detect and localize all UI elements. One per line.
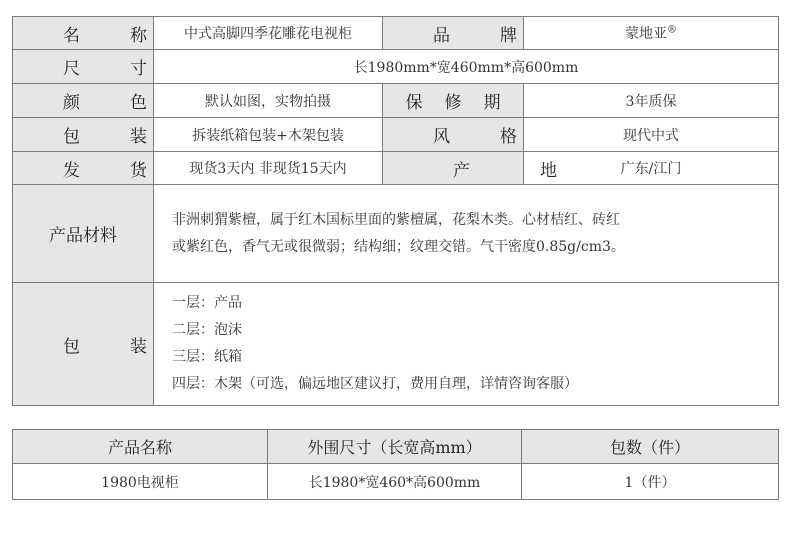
color-value: 默认如图，实物拍摄	[154, 84, 383, 118]
package-label-cell	[13, 118, 197, 152]
material-text	[154, 185, 779, 283]
spec-row-size	[13, 50, 779, 84]
package-value: 拆装纸箱包装+木架包装	[154, 118, 383, 152]
spec-table	[12, 16, 779, 406]
size-label-cell	[13, 50, 197, 84]
brand-label: 品牌	[433, 25, 567, 46]
warranty-label: 保修期	[405, 93, 523, 113]
registered-mark: ®	[667, 24, 677, 36]
material-label-cell	[13, 185, 154, 283]
spec-row-packing	[13, 283, 779, 406]
spec-row-material	[13, 185, 779, 283]
brand-value: 蒙地亚	[625, 26, 667, 42]
spec-row-name	[13, 17, 779, 50]
color-label-cell	[13, 84, 197, 118]
name-value: 中式高脚四季花雕花电视柜	[154, 17, 383, 50]
size-label: 尺寸	[63, 59, 197, 79]
dimensions-header-row	[13, 430, 779, 464]
dimensions-data-row	[13, 464, 779, 500]
packing-line: 一层：产品	[172, 295, 242, 311]
packing-line: 三层：纸箱	[172, 349, 242, 365]
style-label: 风格	[433, 127, 567, 147]
package-count-cell: 1（件）	[522, 464, 779, 500]
material-label: 产品材料	[49, 226, 117, 246]
size-value: 长1980mm*宽460mm*高600mm	[154, 50, 779, 84]
origin-value: 广东/江门	[524, 152, 779, 185]
packing-line: 二层：泡沫	[172, 322, 242, 338]
product-name-cell: 1980电视柜	[13, 464, 268, 500]
shipping-value: 现货3天内 非现货15天内	[154, 152, 383, 185]
warranty-value: 3年质保	[524, 84, 779, 118]
shipping-label-cell	[13, 152, 197, 185]
packing-label-cell	[13, 283, 197, 406]
packing-text	[154, 283, 779, 406]
spec-row-color	[13, 84, 779, 118]
material-line: 非洲刺猬紫檀，属于红木国标里面的紫檀属，花梨木类。心材桔红、砖红	[172, 211, 620, 228]
origin-label: 产地	[453, 160, 627, 181]
brand-label-cell	[383, 17, 567, 50]
spec-row-shipping	[13, 152, 779, 185]
outer-size-header: 外围尺寸（长宽高mm）	[268, 430, 522, 464]
outer-size-cell: 长1980*宽460*高600mm	[268, 464, 522, 500]
packing-line: 四层：木架（可选，偏远地区建议打，费用自理，详情咨询客服）	[172, 376, 578, 392]
package-count-header: 包数（件）	[522, 430, 779, 464]
packing-label: 包装	[63, 336, 197, 357]
spec-row-package	[13, 118, 779, 152]
name-label-cell	[13, 17, 197, 50]
warranty-label-cell	[383, 84, 524, 118]
style-value: 现代中式	[524, 118, 779, 152]
material-line: 或紫红色，香气无或很微弱；结构细；纹理交错。气干密度0.85g/cm3。	[172, 238, 625, 255]
product-name-header: 产品名称	[13, 430, 268, 464]
origin-label-cell	[383, 152, 627, 185]
dimensions-table	[12, 429, 779, 500]
shipping-label: 发货	[63, 160, 197, 181]
package-label: 包装	[63, 127, 197, 147]
style-label-cell	[383, 118, 567, 152]
color-label: 颜色	[63, 93, 197, 113]
name-label: 名称	[63, 25, 197, 46]
